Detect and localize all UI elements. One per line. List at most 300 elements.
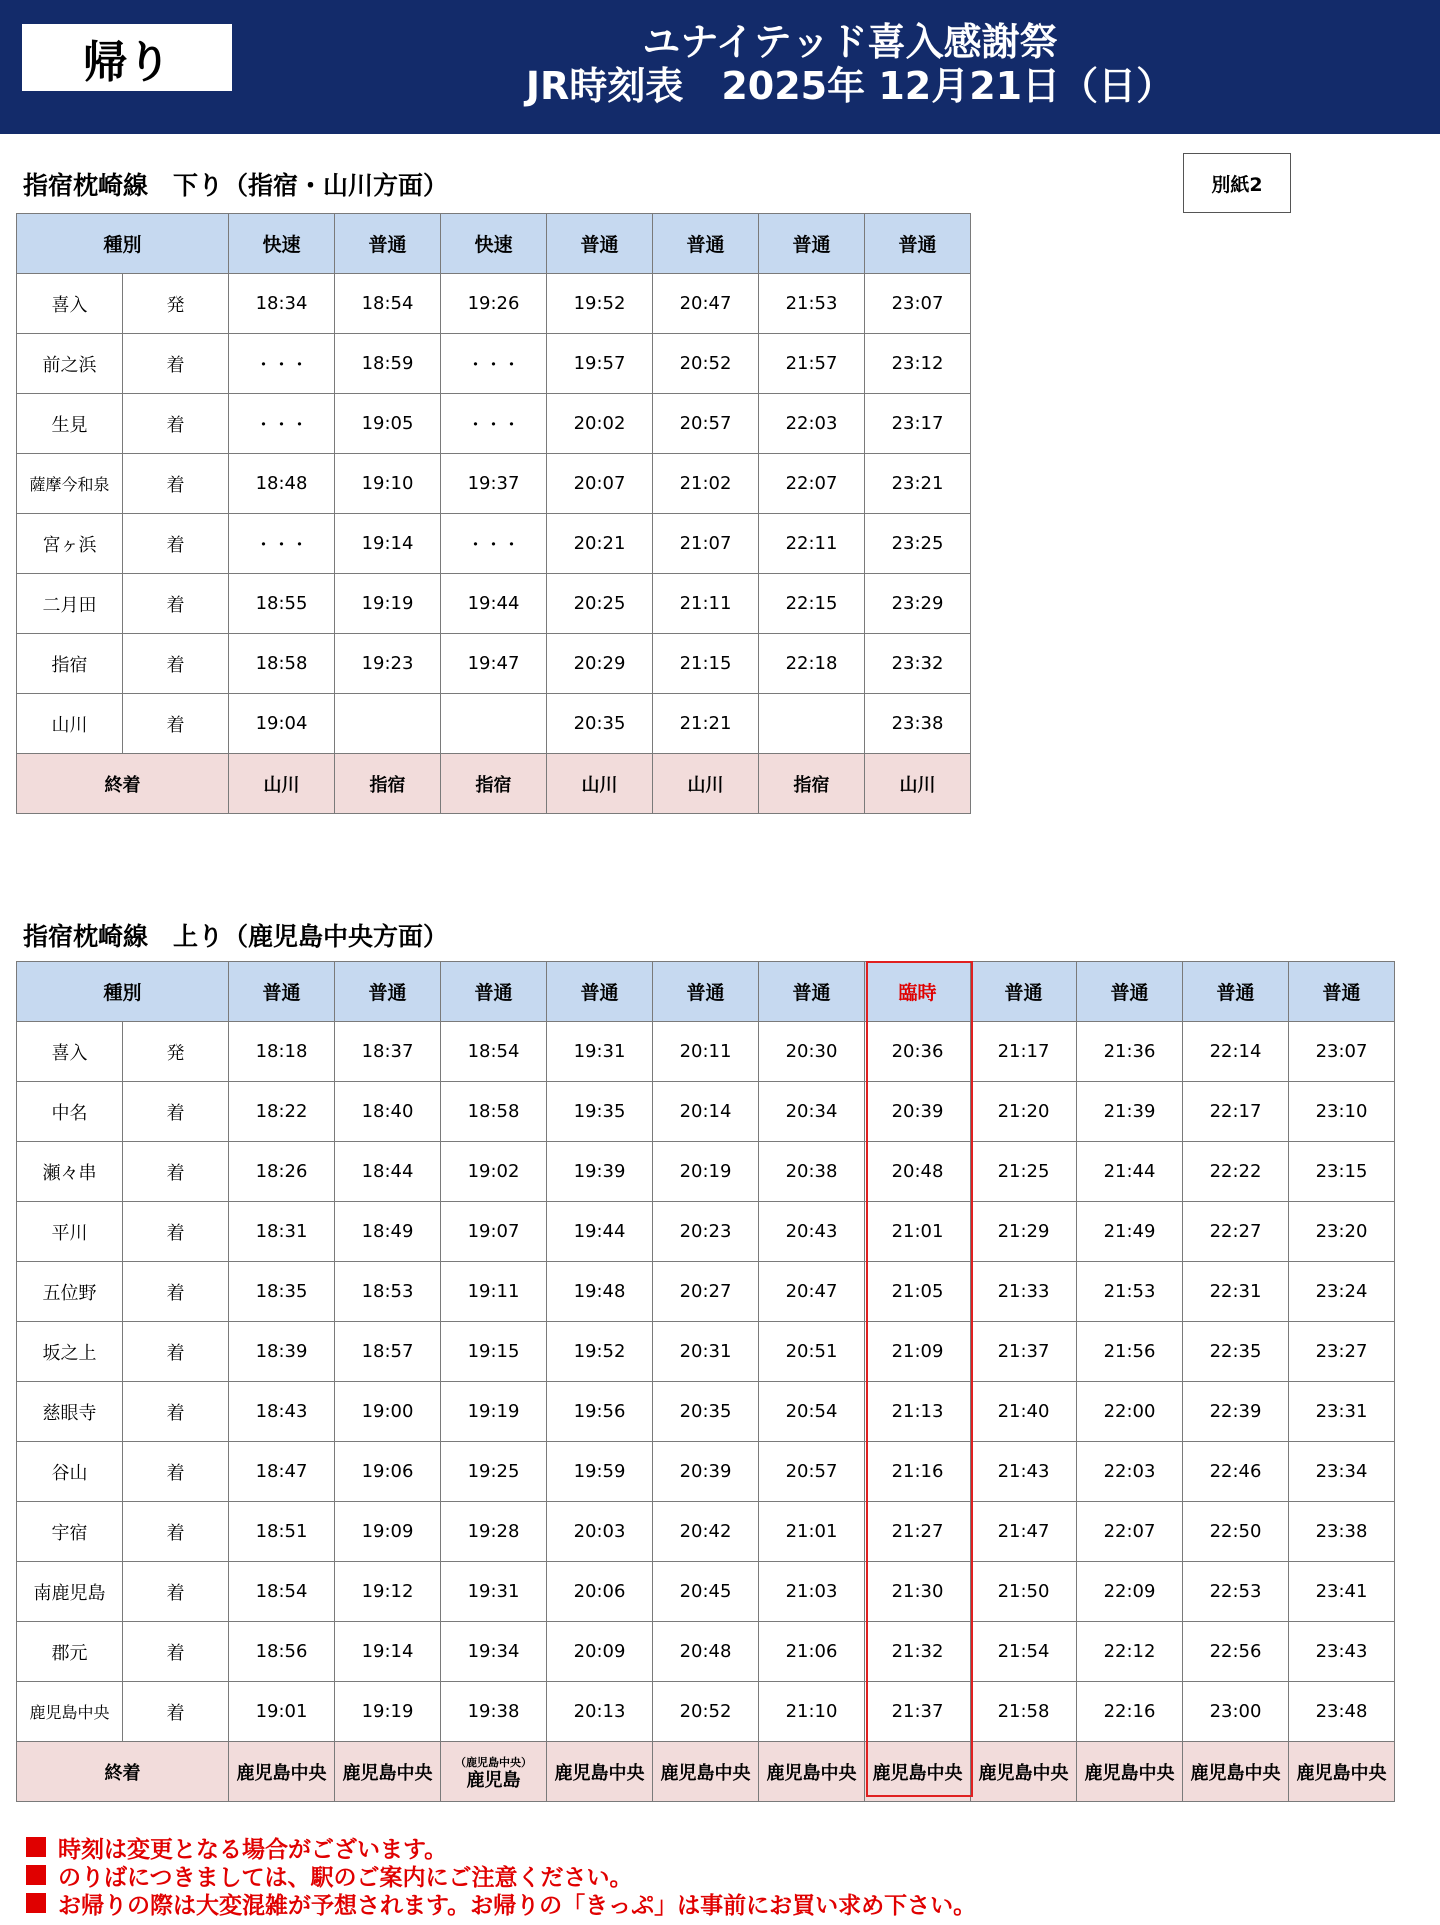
time-cell: 22:11 — [759, 514, 865, 574]
time-cell: 21:43 — [971, 1442, 1077, 1502]
train-type: 普通 — [229, 962, 335, 1022]
table-row — [17, 514, 971, 574]
arrive-depart-mark: 着 — [123, 394, 229, 454]
red-square-icon — [26, 1893, 46, 1913]
time-cell: 23:43 — [1289, 1622, 1395, 1682]
page-title — [0, 20, 1440, 108]
time-cell: 18:26 — [229, 1142, 335, 1202]
table-row — [17, 1682, 1395, 1742]
time-cell: 23:25 — [865, 514, 971, 574]
time-cell: ・・・ — [441, 334, 547, 394]
time-cell: 22:17 — [1183, 1082, 1289, 1142]
time-cell: 18:55 — [229, 574, 335, 634]
time-cell: 21:01 — [759, 1502, 865, 1562]
time-cell: 22:35 — [1183, 1322, 1289, 1382]
time-cell: 18:49 — [335, 1202, 441, 1262]
time-cell: 19:39 — [547, 1142, 653, 1202]
time-cell: 22:14 — [1183, 1022, 1289, 1082]
table-row — [17, 1202, 1395, 1262]
time-cell: 20:03 — [547, 1502, 653, 1562]
time-cell: 21:54 — [971, 1622, 1077, 1682]
time-cell: 19:19 — [335, 574, 441, 634]
time-cell: 20:52 — [653, 334, 759, 394]
time-cell: 19:00 — [335, 1382, 441, 1442]
time-cell — [441, 694, 547, 754]
station-name: 宮ヶ浜 — [17, 514, 123, 574]
train-type: 臨時 — [865, 962, 971, 1022]
station-name: 前之浜 — [17, 334, 123, 394]
time-cell: 23:00 — [1183, 1682, 1289, 1742]
time-cell: 23:21 — [865, 454, 971, 514]
time-cell: 18:54 — [441, 1022, 547, 1082]
train-type: 普通 — [1077, 962, 1183, 1022]
time-cell: 19:19 — [335, 1682, 441, 1742]
time-cell: 20:23 — [653, 1202, 759, 1262]
time-cell: 21:37 — [971, 1322, 1077, 1382]
time-cell: 23:31 — [1289, 1382, 1395, 1442]
time-cell — [335, 694, 441, 754]
destination-cell: 鹿児島中央 — [1289, 1742, 1395, 1802]
arrive-depart-mark: 着 — [123, 1142, 229, 1202]
destination-cell: 鹿児島中央 — [865, 1742, 971, 1802]
time-cell: 18:31 — [229, 1202, 335, 1262]
notice-item: お帰りの際は大変混雑が予想されます。お帰りの「きっぷ」は事前にお買い求め下さい。 — [26, 1889, 976, 1917]
time-cell: 21:11 — [653, 574, 759, 634]
arrive-depart-mark: 着 — [123, 1322, 229, 1382]
time-cell: 19:47 — [441, 634, 547, 694]
time-cell: 22:09 — [1077, 1562, 1183, 1622]
destination-cell: 鹿児島中央 — [547, 1742, 653, 1802]
time-cell: 19:06 — [335, 1442, 441, 1502]
station-name: 二月田 — [17, 574, 123, 634]
station-name: 生見 — [17, 394, 123, 454]
arrive-depart-mark: 着 — [123, 1562, 229, 1622]
time-cell: 21:47 — [971, 1502, 1077, 1562]
time-cell: 22:07 — [1077, 1502, 1183, 1562]
time-cell: 18:56 — [229, 1622, 335, 1682]
destination-row — [17, 754, 971, 814]
arrive-depart-mark: 着 — [123, 1262, 229, 1322]
time-cell: 23:32 — [865, 634, 971, 694]
time-cell: 23:07 — [865, 274, 971, 334]
time-cell: ・・・ — [441, 394, 547, 454]
time-cell: 19:19 — [441, 1382, 547, 1442]
time-cell: 19:44 — [547, 1202, 653, 1262]
time-cell: 20:25 — [547, 574, 653, 634]
time-cell: 20:51 — [759, 1322, 865, 1382]
time-cell: 20:30 — [759, 1022, 865, 1082]
time-cell: 21:01 — [865, 1202, 971, 1262]
table-row — [17, 1442, 1395, 1502]
time-cell: 18:54 — [229, 1562, 335, 1622]
time-cell: 22:07 — [759, 454, 865, 514]
time-cell: 21:56 — [1077, 1322, 1183, 1382]
time-cell: 19:01 — [229, 1682, 335, 1742]
notice-list — [26, 1833, 976, 1917]
destination-name: 鹿児島 — [466, 1769, 521, 1791]
notice-item: のりばにつきましては、駅のご案内にご注意ください。 — [26, 1861, 976, 1889]
time-cell: 20:11 — [653, 1022, 759, 1082]
time-cell: 21:39 — [1077, 1082, 1183, 1142]
down-section-title: 指宿枕崎線 下り（指宿・山川方面） — [23, 171, 449, 200]
time-cell: 19:15 — [441, 1322, 547, 1382]
destination-cell: 山川 — [653, 754, 759, 814]
train-type: 普通 — [971, 962, 1077, 1022]
time-cell: 19:28 — [441, 1502, 547, 1562]
destination-note: （鹿児島中央） — [455, 1755, 532, 1769]
time-cell: 20:47 — [759, 1262, 865, 1322]
time-cell: 22:16 — [1077, 1682, 1183, 1742]
time-cell: 21:15 — [653, 634, 759, 694]
arrive-depart-mark: 着 — [123, 1202, 229, 1262]
time-cell: 22:03 — [759, 394, 865, 454]
time-cell: 22:39 — [1183, 1382, 1289, 1442]
time-cell: 21:50 — [971, 1562, 1077, 1622]
time-cell: 23:10 — [1289, 1082, 1395, 1142]
time-cell: 19:12 — [335, 1562, 441, 1622]
time-cell: ・・・ — [229, 334, 335, 394]
red-square-icon — [26, 1837, 46, 1857]
time-cell: 18:18 — [229, 1022, 335, 1082]
destination-cell: 山川 — [229, 754, 335, 814]
table-row — [17, 1142, 1395, 1202]
destination-cell — [441, 1742, 547, 1802]
train-type: 普通 — [335, 962, 441, 1022]
time-cell: 21:20 — [971, 1082, 1077, 1142]
time-cell: 21:33 — [971, 1262, 1077, 1322]
time-cell: 22:31 — [1183, 1262, 1289, 1322]
arrive-depart-mark: 着 — [123, 514, 229, 574]
station-name: 指宿 — [17, 634, 123, 694]
train-type: 普通 — [759, 962, 865, 1022]
destination-cell: 指宿 — [441, 754, 547, 814]
time-cell: 21:13 — [865, 1382, 971, 1442]
time-cell: 23:29 — [865, 574, 971, 634]
arrive-depart-mark: 着 — [123, 334, 229, 394]
time-cell: 20:36 — [865, 1022, 971, 1082]
time-cell: 18:54 — [335, 274, 441, 334]
destination-cell: 指宿 — [335, 754, 441, 814]
arrive-depart-mark: 着 — [123, 574, 229, 634]
time-cell: 18:44 — [335, 1142, 441, 1202]
time-cell: 19:31 — [547, 1022, 653, 1082]
station-name: 南鹿児島 — [17, 1562, 123, 1622]
time-cell: 20:48 — [865, 1142, 971, 1202]
return-badge: 帰り — [22, 24, 232, 91]
time-cell: 18:57 — [335, 1322, 441, 1382]
time-cell: 21:09 — [865, 1322, 971, 1382]
arrive-depart-mark: 着 — [123, 454, 229, 514]
station-name: 喜入 — [17, 274, 123, 334]
time-cell: 21:53 — [759, 274, 865, 334]
time-cell: 20:54 — [759, 1382, 865, 1442]
time-cell: 19:14 — [335, 1622, 441, 1682]
time-cell: 19:10 — [335, 454, 441, 514]
table-row — [17, 1382, 1395, 1442]
time-cell: 21:02 — [653, 454, 759, 514]
station-name: 鹿児島中央 — [17, 1682, 123, 1742]
time-cell: 22:53 — [1183, 1562, 1289, 1622]
time-cell: 19:44 — [441, 574, 547, 634]
train-type: 普通 — [1289, 962, 1395, 1022]
time-cell: 21:27 — [865, 1502, 971, 1562]
time-cell: 21:44 — [1077, 1142, 1183, 1202]
time-cell: 20:19 — [653, 1142, 759, 1202]
station-name: 谷山 — [17, 1442, 123, 1502]
destination-cell: 鹿児島中央 — [653, 1742, 759, 1802]
time-cell: 18:58 — [441, 1082, 547, 1142]
destination-cell: 指宿 — [759, 754, 865, 814]
time-cell: 18:43 — [229, 1382, 335, 1442]
time-cell: 20:48 — [653, 1622, 759, 1682]
time-cell: 18:53 — [335, 1262, 441, 1322]
table-row — [17, 634, 971, 694]
time-cell: 20:57 — [759, 1442, 865, 1502]
table-row — [17, 394, 971, 454]
time-cell: 20:14 — [653, 1082, 759, 1142]
train-type: 快速 — [441, 214, 547, 274]
destination-row — [17, 1742, 1395, 1802]
train-type: 普通 — [547, 214, 653, 274]
station-name: 宇宿 — [17, 1502, 123, 1562]
time-cell: 22:22 — [1183, 1142, 1289, 1202]
time-cell: 20:29 — [547, 634, 653, 694]
station-name: 山川 — [17, 694, 123, 754]
station-name: 坂之上 — [17, 1322, 123, 1382]
time-cell: 20:42 — [653, 1502, 759, 1562]
time-cell: 21:58 — [971, 1682, 1077, 1742]
time-cell: 19:34 — [441, 1622, 547, 1682]
attachment-label: 別紙2 — [1183, 153, 1291, 213]
time-cell: 20:43 — [759, 1202, 865, 1262]
time-cell: 21:06 — [759, 1622, 865, 1682]
arrive-depart-mark: 発 — [123, 274, 229, 334]
time-cell: 19:38 — [441, 1682, 547, 1742]
down-timetable — [16, 213, 971, 814]
train-type: 普通 — [759, 214, 865, 274]
time-cell: 19:31 — [441, 1562, 547, 1622]
time-cell: 23:27 — [1289, 1322, 1395, 1382]
arrive-depart-mark: 着 — [123, 1442, 229, 1502]
time-cell: 20:06 — [547, 1562, 653, 1622]
up-timetable — [16, 961, 1395, 1802]
time-cell: 23:41 — [1289, 1562, 1395, 1622]
train-type: 普通 — [653, 962, 759, 1022]
time-cell: 21:49 — [1077, 1202, 1183, 1262]
station-name: 喜入 — [17, 1022, 123, 1082]
time-cell: 21:17 — [971, 1022, 1077, 1082]
time-cell: 23:07 — [1289, 1022, 1395, 1082]
time-cell: 20:13 — [547, 1682, 653, 1742]
station-name: 慈眼寺 — [17, 1382, 123, 1442]
station-name: 瀬々串 — [17, 1142, 123, 1202]
time-cell: 21:29 — [971, 1202, 1077, 1262]
destination-cell: 鹿児島中央 — [759, 1742, 865, 1802]
arrive-depart-mark: 発 — [123, 1022, 229, 1082]
time-cell: 21:21 — [653, 694, 759, 754]
time-cell: 20:35 — [653, 1382, 759, 1442]
time-cell: 21:36 — [1077, 1022, 1183, 1082]
time-cell: 20:52 — [653, 1682, 759, 1742]
arrive-depart-mark: 着 — [123, 1622, 229, 1682]
time-cell: 22:18 — [759, 634, 865, 694]
time-cell: 20:35 — [547, 694, 653, 754]
table-row — [17, 1082, 1395, 1142]
time-cell: 23:48 — [1289, 1682, 1395, 1742]
time-cell: 19:59 — [547, 1442, 653, 1502]
table-row — [17, 454, 971, 514]
table-row — [17, 1262, 1395, 1322]
time-cell: 23:15 — [1289, 1142, 1395, 1202]
time-cell: ・・・ — [229, 394, 335, 454]
time-cell: 21:40 — [971, 1382, 1077, 1442]
time-cell: 19:04 — [229, 694, 335, 754]
table-row — [17, 1022, 1395, 1082]
time-cell: ・・・ — [441, 514, 547, 574]
time-cell: 18:34 — [229, 274, 335, 334]
red-square-icon — [26, 1865, 46, 1885]
station-name: 薩摩今和泉 — [17, 454, 123, 514]
time-cell: 23:38 — [1289, 1502, 1395, 1562]
time-cell: 21:32 — [865, 1622, 971, 1682]
time-cell: 22:12 — [1077, 1622, 1183, 1682]
time-cell: 21:07 — [653, 514, 759, 574]
table-row — [17, 574, 971, 634]
station-name: 平川 — [17, 1202, 123, 1262]
destination-cell: 鹿児島中央 — [229, 1742, 335, 1802]
time-cell: 22:56 — [1183, 1622, 1289, 1682]
time-cell: 22:46 — [1183, 1442, 1289, 1502]
arrive-depart-mark: 着 — [123, 634, 229, 694]
time-cell: 20:34 — [759, 1082, 865, 1142]
time-cell: 19:52 — [547, 1322, 653, 1382]
station-name: 郡元 — [17, 1622, 123, 1682]
destination-label: 終着 — [17, 1742, 229, 1802]
train-type: 普通 — [547, 962, 653, 1022]
time-cell: 20:02 — [547, 394, 653, 454]
time-cell: 19:23 — [335, 634, 441, 694]
time-cell: 23:20 — [1289, 1202, 1395, 1262]
time-cell: 21:10 — [759, 1682, 865, 1742]
time-cell: 18:59 — [335, 334, 441, 394]
time-cell: 19:25 — [441, 1442, 547, 1502]
up-section-title: 指宿枕崎線 上り（鹿児島中央方面） — [23, 922, 449, 951]
time-cell: 18:40 — [335, 1082, 441, 1142]
title-line-1: ユナイテッド喜入感謝祭 — [642, 20, 1058, 64]
time-cell: 20:09 — [547, 1622, 653, 1682]
station-name: 五位野 — [17, 1262, 123, 1322]
table-row — [17, 1562, 1395, 1622]
time-cell: 20:57 — [653, 394, 759, 454]
time-cell: 18:48 — [229, 454, 335, 514]
time-cell: 23:34 — [1289, 1442, 1395, 1502]
train-type: 普通 — [1183, 962, 1289, 1022]
train-type: 快速 — [229, 214, 335, 274]
time-cell: 20:07 — [547, 454, 653, 514]
destination-cell: 鹿児島中央 — [971, 1742, 1077, 1802]
arrive-depart-mark: 着 — [123, 1382, 229, 1442]
time-cell — [759, 694, 865, 754]
time-cell: 21:25 — [971, 1142, 1077, 1202]
time-cell: 22:27 — [1183, 1202, 1289, 1262]
time-cell: 21:37 — [865, 1682, 971, 1742]
time-cell: 19:26 — [441, 274, 547, 334]
time-cell: 19:11 — [441, 1262, 547, 1322]
destination-cell: 山川 — [865, 754, 971, 814]
time-cell: 20:47 — [653, 274, 759, 334]
type-label: 種別 — [17, 214, 229, 274]
arrive-depart-mark: 着 — [123, 1082, 229, 1142]
time-cell: 18:37 — [335, 1022, 441, 1082]
time-cell: 22:00 — [1077, 1382, 1183, 1442]
time-cell: 22:03 — [1077, 1442, 1183, 1502]
time-cell: 18:51 — [229, 1502, 335, 1562]
time-cell: 19:57 — [547, 334, 653, 394]
destination-cell: 山川 — [547, 754, 653, 814]
time-cell: 20:27 — [653, 1262, 759, 1322]
arrive-depart-mark: 着 — [123, 1502, 229, 1562]
table-row — [17, 1622, 1395, 1682]
time-cell: 19:52 — [547, 274, 653, 334]
time-cell: 21:30 — [865, 1562, 971, 1622]
arrive-depart-mark: 着 — [123, 1682, 229, 1742]
train-type: 普通 — [653, 214, 759, 274]
time-cell: 19:05 — [335, 394, 441, 454]
time-cell: 21:16 — [865, 1442, 971, 1502]
time-cell: 20:38 — [759, 1142, 865, 1202]
time-cell: 18:22 — [229, 1082, 335, 1142]
time-cell: 20:39 — [653, 1442, 759, 1502]
time-cell: 19:35 — [547, 1082, 653, 1142]
time-cell: 20:31 — [653, 1322, 759, 1382]
time-cell: 20:39 — [865, 1082, 971, 1142]
table-row — [17, 274, 971, 334]
destination-cell: 鹿児島中央 — [1077, 1742, 1183, 1802]
header-banner — [0, 0, 1440, 134]
type-header-row — [17, 962, 1395, 1022]
time-cell: 23:38 — [865, 694, 971, 754]
time-cell: 22:50 — [1183, 1502, 1289, 1562]
time-cell: 20:21 — [547, 514, 653, 574]
train-type: 普通 — [441, 962, 547, 1022]
table-row — [17, 694, 971, 754]
time-cell: ・・・ — [229, 514, 335, 574]
time-cell: 19:09 — [335, 1502, 441, 1562]
time-cell: 19:14 — [335, 514, 441, 574]
notice-item: 時刻は変更となる場合がございます。 — [26, 1833, 976, 1861]
time-cell: 23:24 — [1289, 1262, 1395, 1322]
time-cell: 21:57 — [759, 334, 865, 394]
destination-cell: 鹿児島中央 — [335, 1742, 441, 1802]
time-cell: 19:02 — [441, 1142, 547, 1202]
arrive-depart-mark: 着 — [123, 694, 229, 754]
time-cell: 21:03 — [759, 1562, 865, 1622]
time-cell: 20:45 — [653, 1562, 759, 1622]
type-label: 種別 — [17, 962, 229, 1022]
table-row — [17, 1322, 1395, 1382]
table-row — [17, 1502, 1395, 1562]
table-row — [17, 334, 971, 394]
destination-cell: 鹿児島中央 — [1183, 1742, 1289, 1802]
time-cell: 21:53 — [1077, 1262, 1183, 1322]
train-type: 普通 — [865, 214, 971, 274]
time-cell: 19:37 — [441, 454, 547, 514]
title-line-2: JR時刻表 2025年 12月21日（日） — [525, 64, 1175, 108]
time-cell: 19:07 — [441, 1202, 547, 1262]
destination-label: 終着 — [17, 754, 229, 814]
type-header-row — [17, 214, 971, 274]
time-cell: 18:35 — [229, 1262, 335, 1322]
